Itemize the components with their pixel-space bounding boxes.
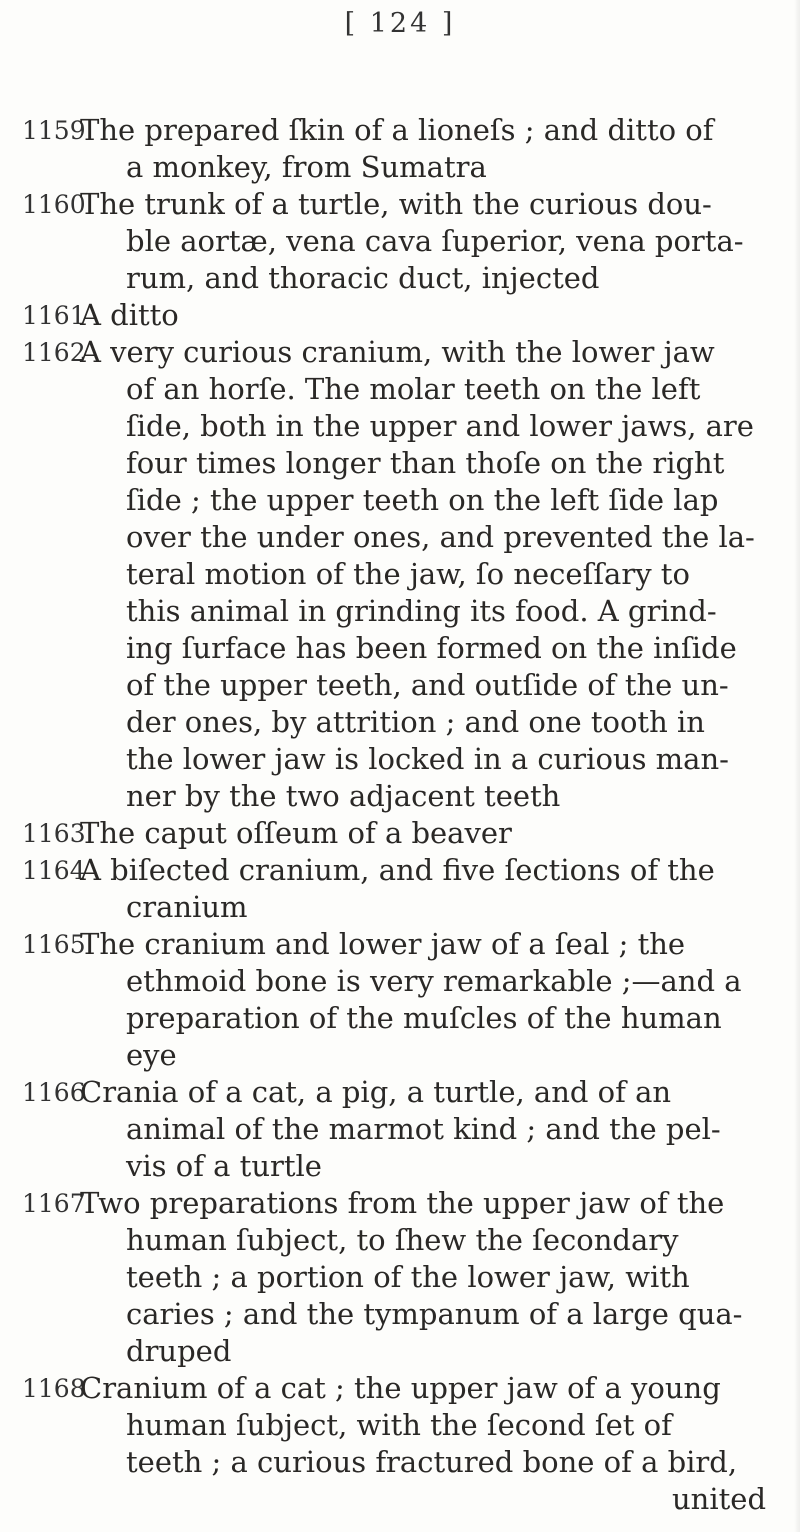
entry-number: 1164 xyxy=(22,856,86,885)
entry-text-line: teral motion of the jaw, ſo neceſſary to xyxy=(126,557,690,591)
entry-number: 1162 xyxy=(22,338,86,367)
entry-text-line: Two preparations from the upper jaw of the xyxy=(80,1186,725,1220)
entry-text-line: The prepared ſkin of a lioneſs ; and ditto of xyxy=(80,113,714,147)
entry-text-line: this animal in grinding its food. A grind- xyxy=(126,594,717,628)
entry-text-line: human ſubject, to ſhew the ſecondary xyxy=(126,1223,679,1257)
entry-number: 1165 xyxy=(22,930,86,959)
page-number-header: [ 124 ] xyxy=(344,8,456,39)
entry-text-line: The cranium and lower jaw of a ſeal ; the xyxy=(80,927,686,961)
entry-text-line: preparation of the muſcles of the human xyxy=(126,1001,722,1035)
entry-text-line: druped xyxy=(126,1334,232,1368)
entry-text-line: human ſubject, with the ſecond ſet of xyxy=(126,1408,672,1442)
entry-text-line: ing ſurface has been formed on the inſide xyxy=(126,631,737,665)
entry-text-line: four times longer than thoſe on the right xyxy=(126,446,725,480)
entry-text-line: Cranium of a cat ; the upper jaw of a young xyxy=(80,1371,721,1405)
entry-text-line: Crania of a cat, a pig, a turtle, and of an xyxy=(80,1075,672,1109)
entry-number: 1168 xyxy=(22,1374,86,1403)
entry-text-line: ner by the two adjacent teeth xyxy=(126,779,561,813)
entry-number: 1167 xyxy=(22,1189,86,1218)
entry-number: 1159 xyxy=(22,116,86,145)
entry-text-line: a monkey, from Sumatra xyxy=(126,150,487,184)
entry-text-line: vis of a turtle xyxy=(126,1149,322,1183)
entry-text-line: cranium xyxy=(126,890,248,924)
entry-text-line: der ones, by attrition ; and one tooth in xyxy=(126,705,705,739)
entry-text-line: The trunk of a turtle, with the curious dou- xyxy=(80,187,712,221)
entry-text-line: ethmoid bone is very remarkable ;—and a xyxy=(126,964,742,998)
entry-text-line: ſide, both in the upper and lower jaws, are xyxy=(126,409,754,443)
entry-text-line: caries ; and the tympanum of a large qua- xyxy=(126,1297,743,1331)
entry-number: 1163 xyxy=(22,819,86,848)
entry-text-line: the lower jaw is locked in a curious man- xyxy=(126,742,729,776)
entry-text-line: A ditto xyxy=(80,298,179,332)
page-edge-shadow xyxy=(794,0,800,1532)
entry-text-line: A biſected cranium, and five ſections of the xyxy=(80,853,715,887)
entry-text-line: teeth ; a curious fractured bone of a bird, xyxy=(126,1445,738,1479)
entry-text-line: A very curious cranium, with the lower jaw xyxy=(80,335,715,369)
entry-text-line: teeth ; a portion of the lower jaw, with xyxy=(126,1260,690,1294)
entry-number: 1160 xyxy=(22,190,86,219)
entry-text-line: over the under ones, and prevented the la- xyxy=(126,520,755,554)
entry-number: 1161 xyxy=(22,301,86,330)
entry-text-line: of an horſe. The molar teeth on the left xyxy=(126,372,701,406)
entry-text-line: ble aortæ, vena cava ſuperior, vena porta- xyxy=(126,224,744,258)
entry-text-line: eye xyxy=(126,1038,177,1072)
entry-text-line: The caput oſſeum of a beaver xyxy=(80,816,512,850)
entry-text-line: ſide ; the upper teeth on the left ſide lap xyxy=(126,483,719,517)
entry-text-line: animal of the marmot kind ; and the pel- xyxy=(126,1112,721,1146)
entry-text-line: united xyxy=(672,1482,767,1516)
entry-number: 1166 xyxy=(22,1078,86,1107)
entry-text-line: of the upper teeth, and outſide of the un- xyxy=(126,668,729,702)
entry-text-line: rum, and thoracic duct, injected xyxy=(126,261,600,295)
